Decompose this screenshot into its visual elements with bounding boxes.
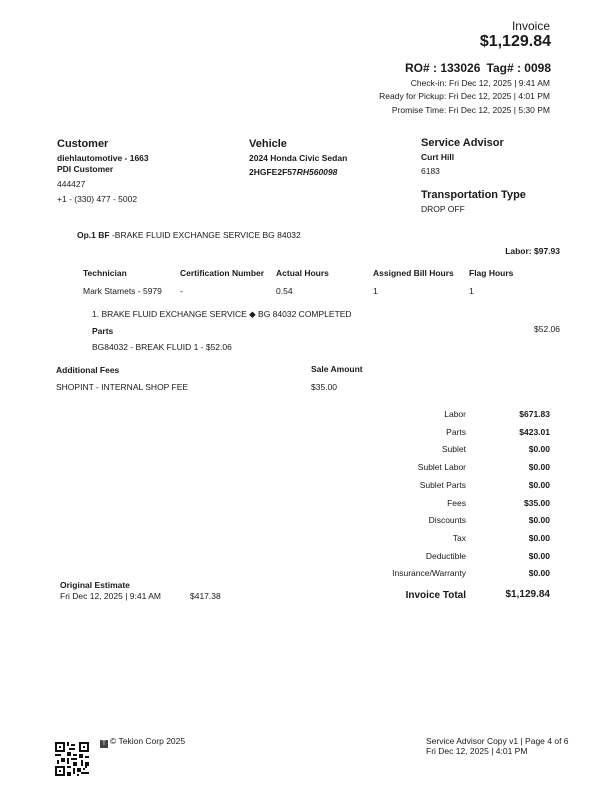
total-label-discounts: Discounts	[428, 515, 466, 526]
total-label-tax: Tax	[452, 532, 466, 543]
total-value-sublet: $0.00	[528, 444, 550, 455]
total-label-fees: Fees	[447, 497, 466, 508]
col-bill-hours: Assigned Bill Hours	[373, 268, 454, 278]
total-value-parts: $423.01	[519, 426, 550, 437]
tag-number: Tag# : 0098	[486, 61, 551, 75]
operation-title	[77, 230, 301, 240]
customer-account: diehlautomotive - 1663	[57, 153, 149, 163]
copyright-text: © Tekion Corp 2025	[110, 736, 186, 746]
total-label-sublet-labor: Sublet Labor	[417, 462, 466, 473]
total-value-deductible: $0.00	[528, 550, 550, 561]
vehicle-vin	[249, 167, 347, 178]
total-value-fees: $35.00	[524, 497, 550, 508]
advisor-heading: Service Advisor	[421, 137, 504, 149]
ro-number: RO# : 133026	[405, 61, 481, 75]
vehicle-heading: Vehicle	[249, 138, 287, 150]
vehicle-section	[249, 138, 347, 178]
footer-copyright	[100, 736, 185, 748]
op-code: Op.1 BF	[77, 230, 110, 240]
transport-heading: Transportation Type	[421, 189, 526, 201]
invoice-total-value: $1,129.84	[505, 589, 550, 600]
total-label-labor: Labor	[444, 409, 466, 419]
total-value-discounts: $0.00	[528, 515, 550, 526]
customer-id: 444427	[57, 179, 86, 189]
total-value-insurance-warranty: $0.00	[528, 568, 550, 579]
col-actual-hours: Actual Hours	[276, 268, 329, 278]
operation-labor: Labor: $97.93	[505, 246, 560, 256]
qr-code-icon	[55, 742, 89, 776]
tech-name: Mark Stamets - 5979	[83, 286, 162, 296]
total-value-sublet-parts: $0.00	[528, 479, 550, 490]
part-line: BG84032 - BREAK FLUID 1 - $52.06	[92, 342, 232, 352]
fee-item: SHOPINT - INTERNAL SHOP FEE	[56, 382, 189, 392]
parts-total: $52.06	[534, 324, 560, 334]
header-total: $1,129.84	[479, 33, 551, 50]
total-label-parts: Parts	[446, 426, 466, 437]
col-certification: Certification Number	[180, 268, 265, 278]
fee-amount: $35.00	[311, 382, 337, 392]
advisor-section	[421, 137, 526, 215]
estimate-heading: Original Estimate	[60, 580, 130, 590]
footer-printed-time: Fri Dec 12, 2025 | 4:01 PM	[426, 746, 528, 756]
vehicle-description: 2024 Honda Civic Sedan	[249, 153, 348, 163]
op-description: -BRAKE FLUID EXCHANGE SERVICE BG 84032	[109, 230, 301, 240]
total-value-sublet-labor: $0.00	[528, 462, 550, 473]
invoice-total-label: Invoice Total	[405, 590, 466, 601]
fees-heading: Additional Fees	[56, 365, 120, 375]
advisor-id: 6183	[421, 166, 440, 176]
fees-amount-heading: Sale Amount	[311, 364, 363, 374]
total-value-labor: $671.83	[519, 409, 550, 419]
parts-heading: Parts	[92, 326, 114, 336]
customer-section	[57, 138, 149, 205]
advisor-name: Curt Hill	[421, 152, 455, 162]
estimate-date: Fri Dec 12, 2025 | 9:41 AM	[60, 591, 161, 601]
customer-phone: +1 - (330) 477 - 5002	[57, 194, 138, 204]
total-label-deductible: Deductible	[425, 550, 466, 561]
doc-type-label: Invoice	[511, 19, 550, 33]
tech-bill-hours: 1	[373, 286, 378, 296]
total-label-sublet: Sublet	[441, 444, 466, 455]
customer-name: PDI Customer	[57, 164, 114, 174]
tekion-logo-icon: T	[100, 740, 108, 748]
transport-value: DROP OFF	[421, 204, 465, 214]
operation-story: 1. BRAKE FLUID EXCHANGE SERVICE ◆ BG 84032 COMPLETED	[92, 309, 352, 319]
total-label-insurance-warranty: Insurance/Warranty	[392, 568, 466, 579]
vin-prefix: 2HGFE2F57	[249, 167, 297, 177]
col-technician: Technician	[83, 268, 127, 278]
tech-flag-hours: 1	[469, 286, 474, 296]
tech-actual-hours: 0.54	[276, 286, 293, 296]
promise-time: Promise Time: Fri Dec 12, 2025 | 5:30 PM	[391, 105, 550, 115]
col-flag-hours: Flag Hours	[469, 268, 514, 278]
ready-pickup-time: Ready for Pickup: Fri Dec 12, 2025 | 4:01 PM	[379, 91, 550, 101]
vin-suffix: RH560098	[296, 167, 338, 177]
total-label-sublet-parts: Sublet Parts	[419, 479, 466, 490]
estimate-amount: $417.38	[190, 591, 221, 601]
check-in-time: Check-in: Fri Dec 12, 2025 | 9:41 AM	[410, 78, 550, 88]
footer-copy-info: Service Advisor Copy v1 | Page 4 of 6	[426, 736, 569, 746]
customer-heading: Customer	[57, 138, 109, 150]
tech-cert: -	[180, 286, 183, 296]
total-value-tax: $0.00	[528, 532, 550, 543]
